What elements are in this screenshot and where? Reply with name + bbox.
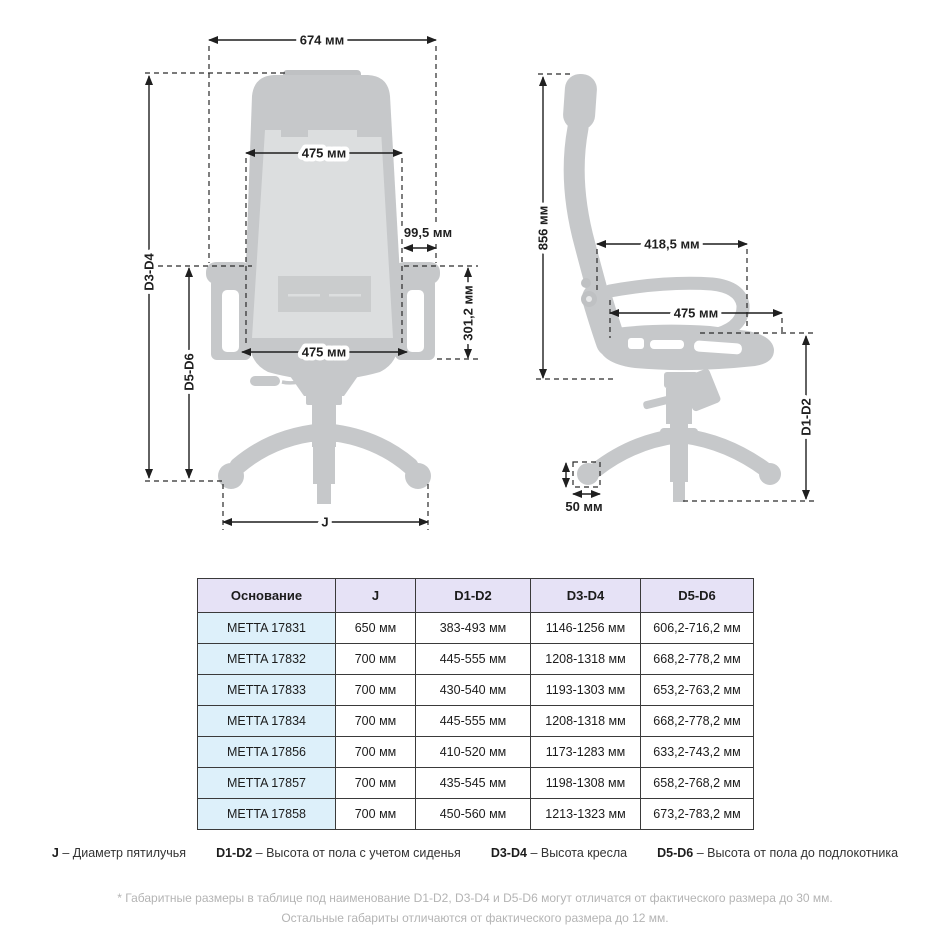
dim-label-seat-depth: 475 мм xyxy=(673,305,719,321)
dim-label-chair-height-code: D3-D4 xyxy=(141,253,157,291)
cell-d1d2: 430-540 мм xyxy=(416,675,531,706)
table-header-row xyxy=(198,579,754,613)
caster-front-left xyxy=(218,463,244,489)
cell-j: 700 мм xyxy=(336,706,416,737)
legend-item-d3d4: D3-D4 – Высота кресла xyxy=(490,846,628,860)
dimension-legend xyxy=(0,846,950,860)
cell-d1d2: 383-493 мм xyxy=(416,613,531,644)
dim-label-armrest-height: 301,2 мм xyxy=(460,285,476,341)
dim-label-armrest-offset: 99,5 мм xyxy=(403,225,453,240)
cell-d3d4: 1208-1318 мм xyxy=(531,644,641,675)
adjust-handle xyxy=(250,376,280,386)
table-row xyxy=(198,768,754,799)
cell-j: 700 мм xyxy=(336,799,416,830)
cell-d5d6: 668,2-778,2 мм xyxy=(641,644,754,675)
cell-base: METTA 17833 xyxy=(198,675,336,706)
cell-d1d2: 435-545 мм xyxy=(416,768,531,799)
table-row xyxy=(198,706,754,737)
col-header-d5d6: D5-D6 xyxy=(641,579,754,613)
caster-side-right xyxy=(759,463,781,485)
base-leg-right xyxy=(328,432,410,466)
cell-d1d2: 410-520 мм xyxy=(416,737,531,768)
cell-d3d4: 1193-1303 мм xyxy=(531,675,641,706)
dim-label-backrest-height: 856 мм xyxy=(535,205,551,251)
chair-side-silhouette xyxy=(562,73,781,502)
caster-front-right xyxy=(405,463,431,489)
cell-d5d6: 653,2-763,2 мм xyxy=(641,675,754,706)
table-row xyxy=(198,644,754,675)
cell-d5d6: 633,2-743,2 мм xyxy=(641,737,754,768)
cell-j: 700 мм xyxy=(336,644,416,675)
col-header-j: J xyxy=(336,579,416,613)
col-header-base: Основание xyxy=(198,579,336,613)
cell-base: METTA 17858 xyxy=(198,799,336,830)
base-leg-left xyxy=(238,432,320,466)
dim-label-seat-height-code: D1-D2 xyxy=(798,398,814,436)
cell-j: 700 мм xyxy=(336,768,416,799)
disclaimer-line-2: Остальные габариты отличаются от фактического размера до 12 мм. xyxy=(281,911,669,925)
table-row xyxy=(198,675,754,706)
cell-d3d4: 1198-1308 мм xyxy=(531,768,641,799)
chair-front-silhouette xyxy=(206,70,440,504)
dim-label-overall-width: 674 мм xyxy=(299,32,345,48)
cell-d3d4: 1146-1256 мм xyxy=(531,613,641,644)
cell-d1d2: 450-560 мм xyxy=(416,799,531,830)
cell-d5d6: 673,2-783,2 мм xyxy=(641,799,754,830)
table-row xyxy=(198,799,754,830)
cell-d5d6: 606,2-716,2 мм xyxy=(641,613,754,644)
cell-d5d6: 668,2-778,2 мм xyxy=(641,706,754,737)
cell-d1d2: 445-555 мм xyxy=(416,706,531,737)
tension-knob-small xyxy=(581,278,591,288)
seat-side xyxy=(599,325,774,370)
base-leg-center xyxy=(313,442,335,484)
dim-label-caster-size: 50 мм xyxy=(565,499,603,514)
cell-base: METTA 17857 xyxy=(198,768,336,799)
dim-label-armrest-floor-code: D5-D6 xyxy=(181,353,197,391)
headrest-mount-left xyxy=(281,128,308,137)
base-leg-side-left xyxy=(596,436,676,470)
base-leg-side-right xyxy=(684,436,766,470)
table-row xyxy=(198,737,754,768)
dim-label-seat-width: 475 мм xyxy=(301,344,347,360)
col-header-d1d2: D1-D2 xyxy=(416,579,531,613)
cell-base: METTA 17834 xyxy=(198,706,336,737)
table-row xyxy=(198,613,754,644)
cell-d1d2: 445-555 мм xyxy=(416,644,531,675)
cell-base: METTA 17832 xyxy=(198,644,336,675)
legend-item-d1d2: D1-D2 – Высота от пола с учетом сиденья xyxy=(216,846,461,860)
cell-base: METTA 17831 xyxy=(198,613,336,644)
dim-label-backrest-width: 475 мм xyxy=(301,145,347,161)
dim-label-base-diameter-code: J xyxy=(321,514,329,530)
cell-d3d4: 1173-1283 мм xyxy=(531,737,641,768)
legend-item-d5d6: D5-D6 – Высота от пола до подлокотника xyxy=(657,846,899,860)
size-disclaimer xyxy=(0,888,950,928)
cell-base: METTA 17856 xyxy=(198,737,336,768)
headrest-mount-right xyxy=(357,128,384,137)
col-header-d3d4: D3-D4 xyxy=(531,579,641,613)
legend-item-j: J – Диаметр пятилучья xyxy=(51,846,187,860)
caster-side-left xyxy=(577,463,599,485)
cell-j: 650 мм xyxy=(336,613,416,644)
cell-j: 700 мм xyxy=(336,675,416,706)
cell-j: 700 мм xyxy=(336,737,416,768)
dim-label-armrest-length: 418,5 мм xyxy=(644,236,700,252)
cell-d5d6: 658,2-768,2 мм xyxy=(641,768,754,799)
disclaimer-line-1: * Габаритные размеры в таблице под наименование D1-D2, D3-D4 и D5-D6 могут отличатся от фактического размера до 30 мм. xyxy=(117,891,833,905)
cell-d3d4: 1208-1318 мм xyxy=(531,706,641,737)
cell-d3d4: 1213-1323 мм xyxy=(531,799,641,830)
dimensions-table xyxy=(197,578,754,830)
